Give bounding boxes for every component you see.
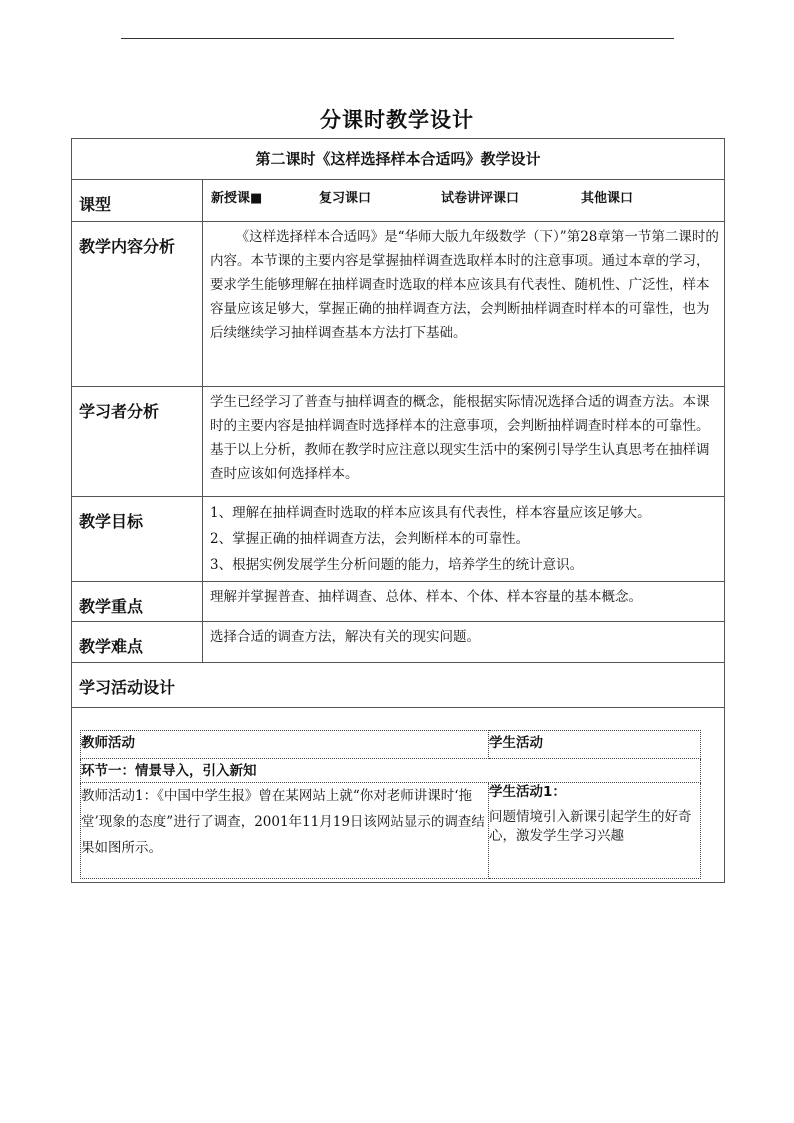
student-activity-header: 学生活动 — [489, 731, 701, 759]
segment-title: 环节一：情景导入，引入新知 — [81, 759, 701, 783]
row-label-key-points: 教学重点 — [72, 582, 203, 622]
objective-item: 2、掌握正确的抽样调查方法，会判断样本的可靠性。 — [210, 531, 530, 547]
lesson-plan-table — [71, 138, 725, 883]
row-label-type: 课型 — [72, 180, 203, 222]
teacher-activity-1: 教师活动1：《中国中学生报》曾在某网站上就“你对老师讲课时‘拖堂’现象的态度”进行了调查，2001年11月19日该网站显示的调查结果如图所示。 — [81, 783, 489, 879]
row-label-difficulties: 教学难点 — [72, 622, 203, 663]
activity-table — [80, 730, 701, 879]
objective-item: 1、理解在抽样调查时选取的样本应该具有代表性，样本容量应该足够大。 — [210, 505, 651, 521]
row-label-content-analysis: 教学内容分析 — [72, 222, 203, 387]
key-points-text: 理解并掌握普查、抽样调查、总体、样本、个体、样本容量的基本概念。 — [203, 582, 725, 622]
row-label-objectives: 教学目标 — [72, 497, 203, 582]
activity-design-header: 学习活动设计 — [72, 663, 725, 708]
lesson-type-options — [203, 180, 725, 222]
learner-analysis-text: 学生已经学习了普查与抽样调查的概念，能根据实际情况选择合适的调查方法。本课时的主要内容是抽样调查时选择样本的注意事项，会判断抽样调查时样本的可靠性。基于以上分析，教师在教学时应注意以现实生活中的案例引导学生认真思考在抽样调查时应该如何选择样本。 — [210, 394, 710, 482]
row-label-learner-analysis: 学习者分析 — [72, 387, 203, 497]
difficulties-text: 选择合适的调查方法，解决有关的现实问题。 — [203, 622, 725, 663]
student-activity-1-title: 学生活动1： — [489, 784, 566, 800]
type-option-other: 其他课口 — [581, 191, 634, 206]
lesson-title: 第二课时《这样选择样本合适吗》教学设计 — [72, 139, 725, 180]
type-option-new: 新授课■ — [211, 191, 263, 206]
objective-item: 3、根据实例发展学生分析问题的能力，培养学生的统计意识。 — [210, 557, 584, 573]
teacher-activity-header: 教师活动 — [81, 731, 489, 759]
type-option-review: 复习课口 — [319, 191, 372, 206]
student-activity-1-text: 问题情境引入新课引起学生的好奇心，激发学生学习兴趣 — [489, 809, 692, 844]
content-analysis-text: 《这样选择样本合适吗》是“华师大版九年级数学（下）”第28章第一节第二课时的内容。本节课的主要内容是掌握抽样调查选取样本时的注意事项。通过本章的学习，要求学生能够理解在抽样调查时选取的样本应该具有代表性、随机性、广泛性，样本容量应该足够大，掌握正确的抽样调查方法，会判断抽样调查时样本的可靠性，也为后续继续学习抽样调查基本方法打下基础。 — [210, 229, 719, 341]
page-title: 分课时教学设计 — [320, 108, 474, 132]
type-option-exam-review: 试卷讲评课口 — [441, 191, 520, 206]
header-rule — [121, 38, 674, 39]
